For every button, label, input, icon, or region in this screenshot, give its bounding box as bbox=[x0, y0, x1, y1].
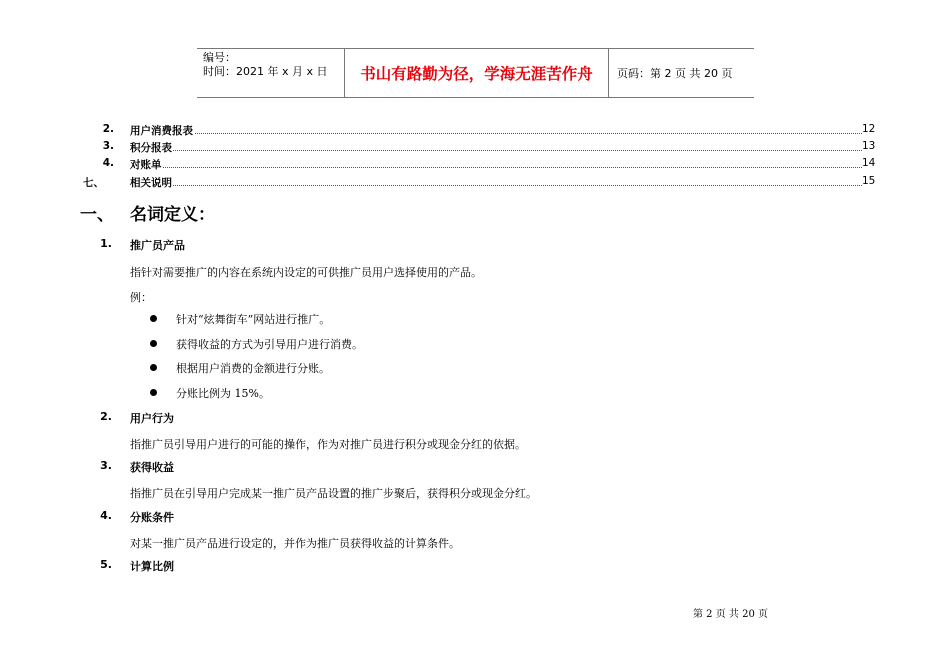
list-item-text: 分账比例为 15%。 bbox=[176, 387, 270, 400]
term-number: 1. bbox=[100, 237, 112, 250]
toc-page: 15 bbox=[862, 175, 876, 187]
term-title: 用户行为 bbox=[130, 412, 174, 425]
term-number: 3. bbox=[100, 459, 112, 472]
term-description: 指推广员在引导用户完成某一推广员产品设置的推广步聚后，获得积分或现金分红。 bbox=[130, 487, 537, 500]
toc-page: 12 bbox=[862, 123, 876, 135]
toc-row[interactable] bbox=[0, 140, 950, 156]
toc-row[interactable] bbox=[0, 157, 950, 173]
toc-title: 对账单 bbox=[130, 159, 162, 171]
toc-row[interactable] bbox=[0, 123, 950, 139]
toc-page: 13 bbox=[862, 140, 876, 152]
bullet-icon bbox=[150, 340, 157, 347]
header-motto: 书山有路勤为径，学海无涯苦作舟 bbox=[345, 49, 609, 97]
term-number: 2. bbox=[100, 410, 112, 423]
term-title: 推广员产品 bbox=[130, 239, 185, 252]
toc-row[interactable] bbox=[0, 175, 950, 191]
toc-number: 4. bbox=[102, 157, 114, 169]
term-title: 分账条件 bbox=[130, 511, 174, 524]
example-label: 例： bbox=[130, 291, 152, 304]
bullet-icon bbox=[150, 389, 157, 396]
toc-title: 用户消费报表 bbox=[130, 125, 193, 137]
toc-number: 七、 bbox=[83, 177, 104, 189]
bullet-icon bbox=[150, 364, 157, 371]
toc-leader bbox=[130, 185, 862, 186]
term-description: 指推广员引导用户进行的可能的操作，作为对推广员进行积分或现金分红的依据。 bbox=[130, 438, 526, 451]
term-title: 获得收益 bbox=[130, 461, 174, 474]
time-label: 时间：2021 年 x 月 x 日 bbox=[203, 65, 328, 78]
term-number: 5. bbox=[100, 558, 112, 571]
list-item-text: 根据用户消费的金额进行分账。 bbox=[176, 362, 330, 375]
toc-number: 2. bbox=[102, 123, 114, 135]
page-header bbox=[197, 48, 754, 98]
toc-page: 14 bbox=[862, 157, 876, 169]
term-description: 对某一推广员产品进行设定的，并作为推广员获得收益的计算条件。 bbox=[130, 537, 460, 550]
term-description: 指针对需要推广的内容在系统内设定的可供推广员用户选择使用的产品。 bbox=[130, 266, 482, 279]
section-title: 名词定义： bbox=[130, 205, 215, 225]
toc-leader bbox=[130, 133, 862, 134]
term-heading bbox=[0, 237, 950, 255]
term-heading bbox=[0, 459, 950, 477]
number-label: 编号： bbox=[203, 51, 236, 64]
term-heading bbox=[0, 410, 950, 428]
list-item-text: 针对“炫舞街车”网站进行推广。 bbox=[176, 313, 331, 326]
page-footer: 第 2 页 共 20 页 bbox=[693, 609, 768, 620]
term-number: 4. bbox=[100, 509, 112, 522]
header-page-label: 页码：第 2 页 共 20 页 bbox=[617, 67, 733, 80]
toc-leader bbox=[130, 150, 862, 151]
term-heading bbox=[0, 509, 950, 527]
term-heading bbox=[0, 558, 950, 576]
toc-leader bbox=[130, 167, 862, 168]
bullet-icon bbox=[150, 315, 157, 322]
toc-title: 相关说明 bbox=[130, 177, 172, 189]
toc-title: 积分报表 bbox=[130, 142, 172, 154]
toc-number: 3. bbox=[102, 140, 114, 152]
list-item-text: 获得收益的方式为引导用户进行消费。 bbox=[176, 338, 363, 351]
section-number: 一、 bbox=[80, 205, 114, 225]
header-meta bbox=[197, 49, 345, 97]
term-title: 计算比例 bbox=[130, 560, 174, 573]
